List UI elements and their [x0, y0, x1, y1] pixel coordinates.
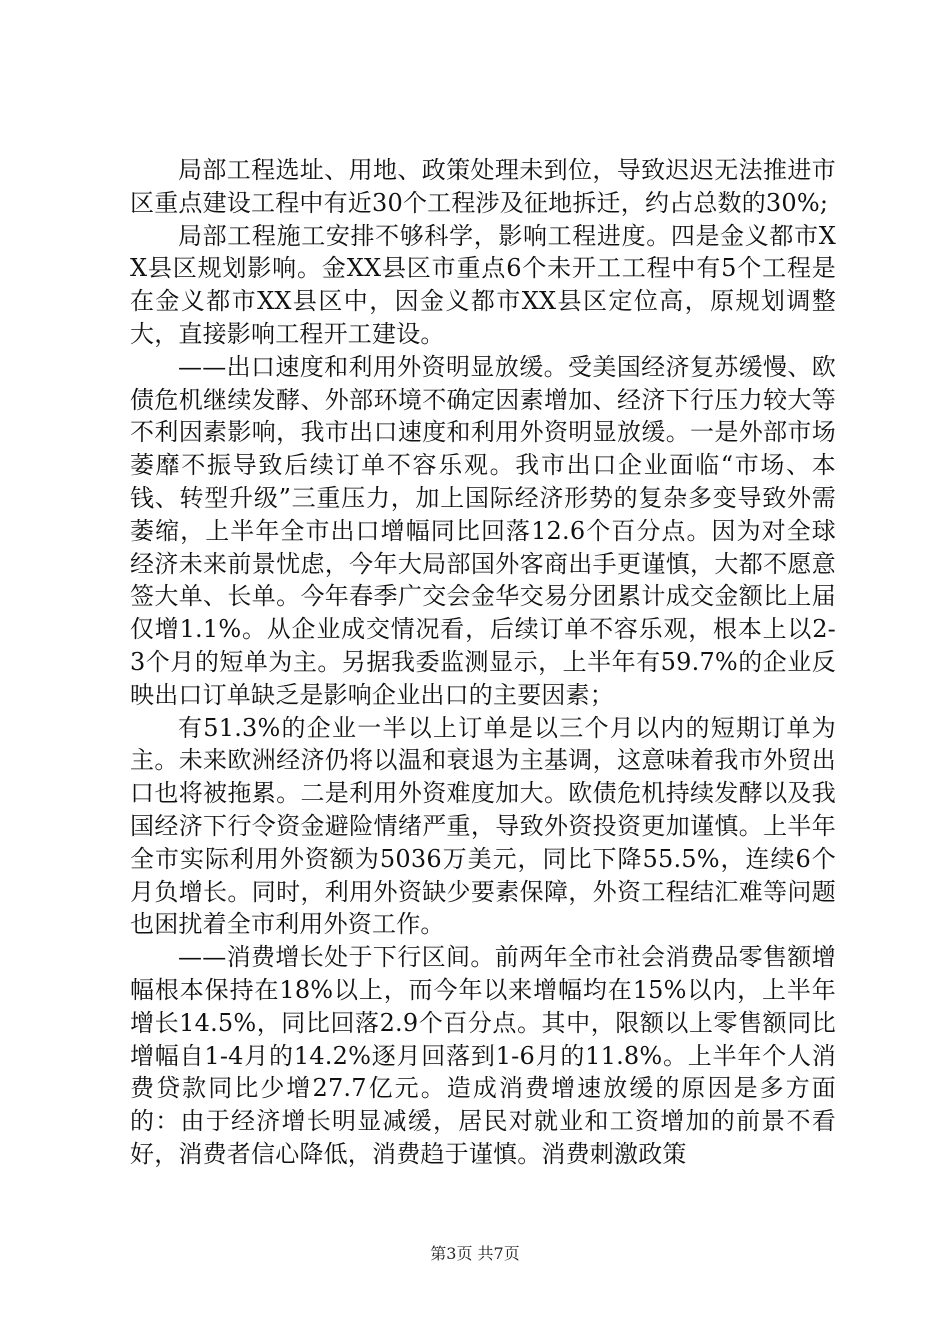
paragraph-5: ——消费增长处于下行区间。前两年全市社会消费品零售额增幅根本保持在18%以上，而今年以来增幅均在15%以内，上半年增长14.5%，同比回落2.9个百分点。其中，限额以上零售额同比增幅自1-4月的14.2%逐月回落到1-6月的11.8%。上半年个人消费贷款同比少增27.7亿元。造成消费增速放缓的原因是多方面的：由于经济增长明显减缓，居民对就业和工资增加的前景不看好，消费者信心降低，消费趋于谨慎。消费刺激政策: [130, 943, 836, 1168]
document-body: [130, 154, 836, 1171]
paragraph-2: 局部工程施工安排不够科学，影响工程进度。四是金义都市XX县区规划影响。金XX县区市重点6个未开工工程中有5个工程是在金义都市XX县区中，因金义都市XX县区定位高，原规划调整大，直接影响工程开工建设。: [130, 221, 836, 348]
paragraph-3: ——出口速度和利用外资明显放缓。受美国经济复苏缓慢、欧债危机继续发酵、外部环境不确定因素增加、经济下行压力较大等不利因素影响，我市出口速度和利用外资明显放缓。一是外部市场萎靡不振导致后续订单不容乐观。我市出口企业面临“市场、本钱、转型升级”三重压力，加上国际经济形势的复杂多变导致外需萎缩，上半年全市出口增幅同比回落12.6个百分点。因为对全球经济未来前景忧虑，今年大局部国外客商出手更谨慎，大都不愿意签大单、长单。今年春季广交会金华交易分团累计成交金额比上届仅增1.1%。从企业成交情况看，后续订单不容乐观，根本上以2-3个月的短单为主。另据我委监测显示，上半年有59.7%的企业反映出口订单缺乏是影响企业出口的主要因素；: [130, 352, 836, 709]
paragraph-1: 局部工程选址、用地、政策处理未到位，导致迟迟无法推进市区重点建设工程中有近30个工程涉及征地拆迁，约占总数的30%;: [130, 156, 836, 217]
paragraph-4: 有51.3%的企业一半以上订单是以三个月以内的短期订单为主。未来欧洲经济仍将以温和衰退为主基调，这意味着我市外贸出口也将被拖累。二是利用外资难度加大。欧债危机持续发酵以及我国经济下行令资金避险情绪严重，导致外资投资更加谨慎。上半年全市实际利用外资额为5036万美元，同比下降55.5%，连续6个月负增长。同时，利用外资缺少要素保障，外资工程结汇难等问题也困扰着全市利用外资工作。: [130, 713, 836, 939]
page-footer: 第3页 共7页: [430, 1244, 520, 1263]
